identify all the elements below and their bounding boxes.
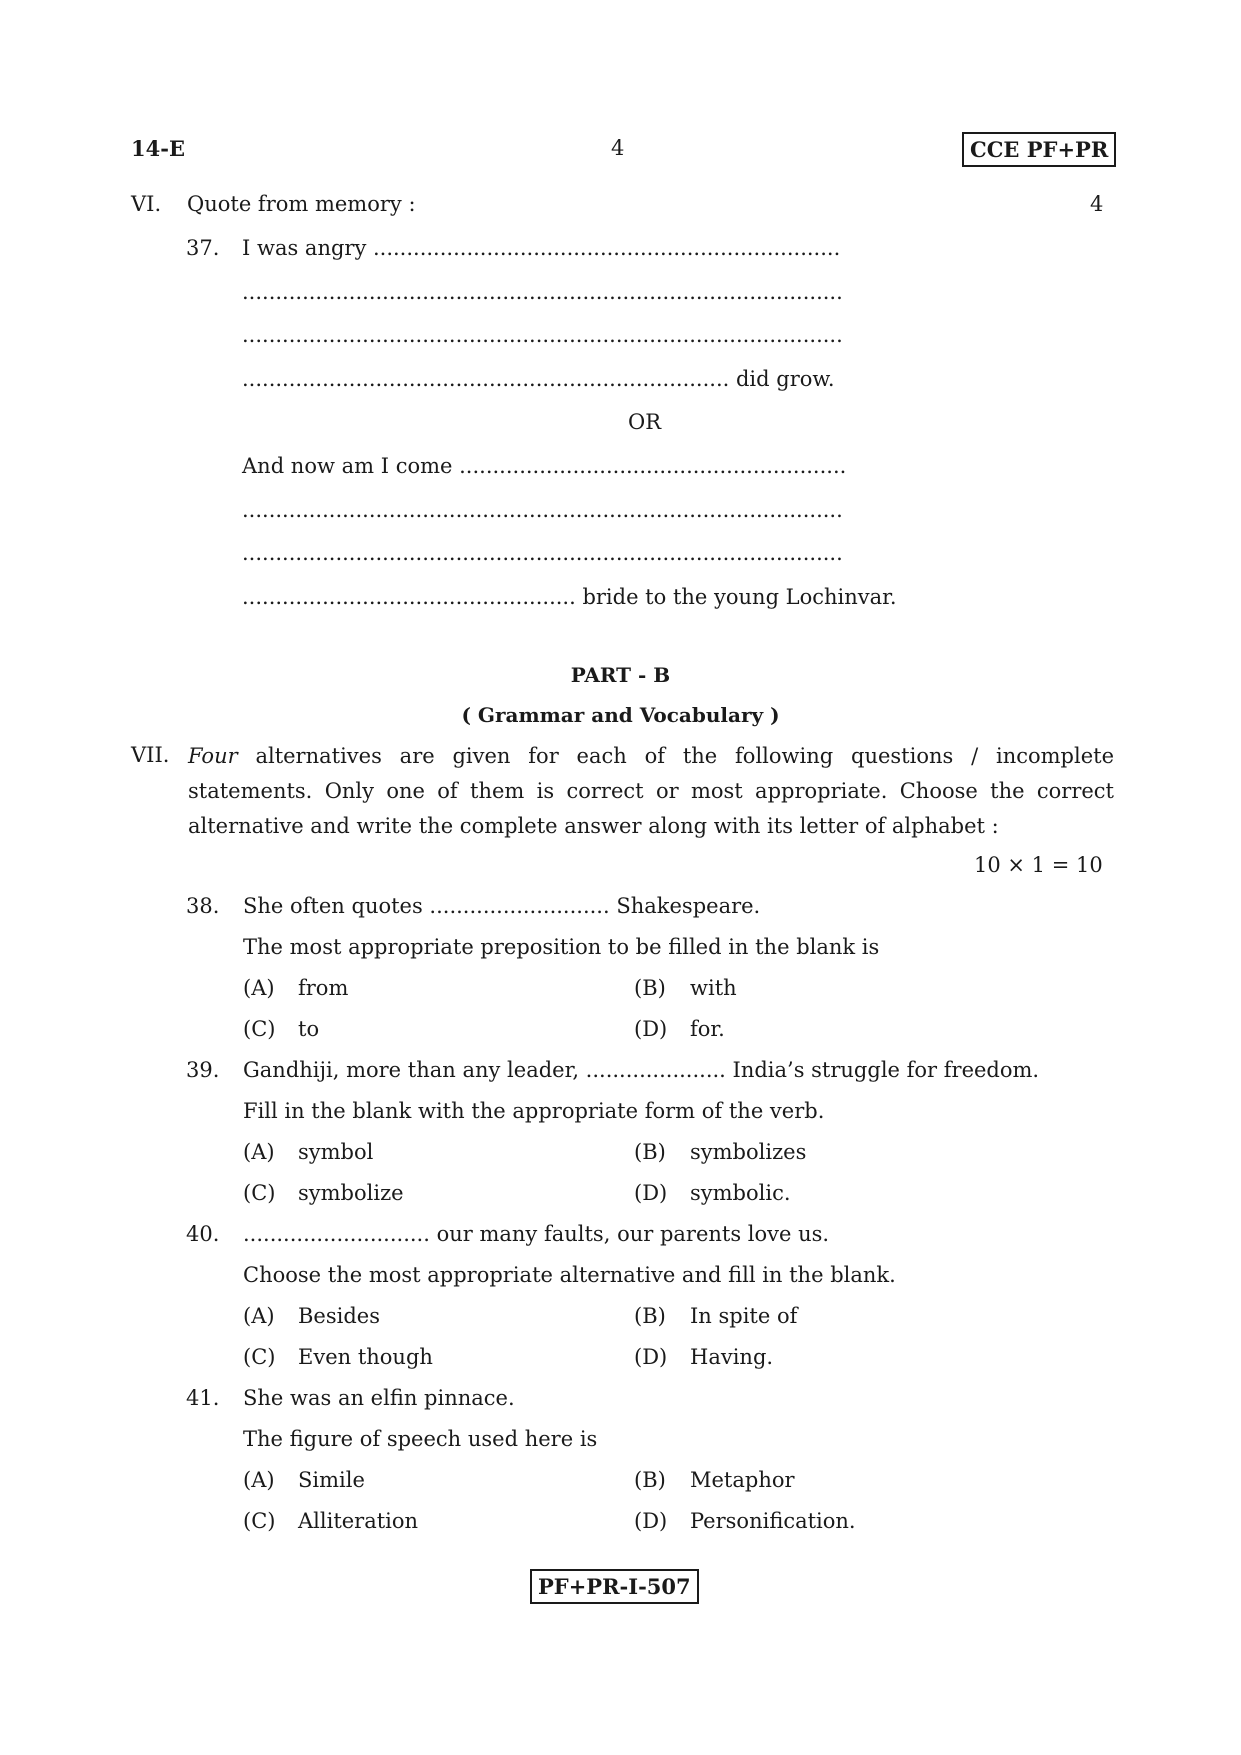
- instruction-text: alternatives are given for each of the following questions / incomplete statements. Only one of them is correct or most appropriate. Choose the correct alternative and write the complete answer along with its letter of alphabet :: [188, 744, 1114, 838]
- section-vi-numeral: VI.: [131, 192, 162, 216]
- option-letter: (B): [634, 1468, 666, 1492]
- option-text: symbolize: [298, 1181, 404, 1205]
- footer-code-box: PF+PR-I-507: [530, 1569, 699, 1604]
- page-number: 4: [611, 136, 625, 160]
- section-vii-marks: 10 × 1 = 10: [974, 853, 1103, 877]
- poem2-line-4: .................................................. bride to the young Lochinvar.: [242, 585, 897, 609]
- option-text: with: [690, 976, 737, 1000]
- option-text: symbolic.: [690, 1181, 791, 1205]
- question-40-number: 40.: [186, 1222, 220, 1246]
- poem1-line-2: ..........................................................................................: [242, 280, 843, 304]
- section-vii-instruction: [188, 739, 1114, 844]
- option-letter: (D): [634, 1509, 668, 1533]
- option-letter: (D): [634, 1181, 668, 1205]
- option-letter: (A): [243, 976, 275, 1000]
- option-text: symbolizes: [690, 1140, 807, 1164]
- section-vii-numeral: VII.: [131, 743, 170, 767]
- option-text: Personification.: [690, 1509, 856, 1533]
- option-letter: (C): [243, 1017, 276, 1041]
- section-vi-marks: 4: [1090, 192, 1104, 216]
- question-38-stem: She often quotes ........................... Shakespeare.: [243, 894, 761, 918]
- option-letter: (B): [634, 1140, 666, 1164]
- option-text: Alliteration: [298, 1509, 419, 1533]
- option-letter: (A): [243, 1304, 275, 1328]
- option-text: from: [298, 976, 349, 1000]
- option-letter: (C): [243, 1181, 276, 1205]
- poem1-line-3: ..........................................................................................: [242, 323, 843, 347]
- option-letter: (C): [243, 1345, 276, 1369]
- option-text: symbol: [298, 1140, 374, 1164]
- option-text: Having.: [690, 1345, 774, 1369]
- option-text: Metaphor: [690, 1468, 795, 1492]
- instruction-emphasis: Four: [188, 744, 238, 768]
- option-letter: (D): [634, 1017, 668, 1041]
- option-letter: (D): [634, 1345, 668, 1369]
- option-text: for.: [690, 1017, 725, 1041]
- question-40-prompt: Choose the most appropriate alternative and fill in the blank.: [243, 1263, 896, 1287]
- part-b-title: PART - B: [570, 663, 671, 687]
- poem2-line-1: And now am I come ..........................................................: [242, 454, 847, 478]
- question-41-number: 41.: [186, 1386, 220, 1410]
- option-letter: (C): [243, 1509, 276, 1533]
- option-text: In spite of: [690, 1304, 798, 1328]
- poem1-line-4: ......................................................................... did grow.: [242, 367, 835, 391]
- option-letter: (B): [634, 976, 666, 1000]
- option-letter: (A): [243, 1468, 275, 1492]
- poem2-line-2: ..........................................................................................: [242, 498, 843, 522]
- question-40-stem: ............................ our many faults, our parents love us.: [243, 1222, 830, 1246]
- option-letter: (B): [634, 1304, 666, 1328]
- section-vi-instruction: Quote from memory :: [187, 192, 416, 216]
- question-37-number: 37.: [186, 236, 220, 260]
- question-39-number: 39.: [186, 1058, 220, 1082]
- poem1-line-1: I was angry ......................................................................: [242, 236, 841, 260]
- question-41-stem: She was an elfin pinnace.: [243, 1386, 515, 1410]
- or-separator: OR: [628, 410, 662, 434]
- option-text: Even though: [298, 1345, 433, 1369]
- question-41-prompt: The figure of speech used here is: [243, 1427, 598, 1451]
- exam-code-box: CCE PF+PR: [962, 132, 1116, 167]
- poem2-line-3: ..........................................................................................: [242, 541, 843, 565]
- option-text: Besides: [298, 1304, 381, 1328]
- option-text: to: [298, 1017, 320, 1041]
- part-b-subtitle: ( Grammar and Vocabulary ): [461, 703, 780, 727]
- question-38-prompt: The most appropriate preposition to be filled in the blank is: [243, 935, 880, 959]
- option-letter: (A): [243, 1140, 275, 1164]
- option-text: Simile: [298, 1468, 365, 1492]
- question-38-number: 38.: [186, 894, 220, 918]
- paper-code: 14-E: [131, 136, 185, 161]
- question-39-stem: Gandhiji, more than any leader, ..................... India’s struggle for freedom.: [243, 1058, 1040, 1082]
- question-39-prompt: Fill in the blank with the appropriate form of the verb.: [243, 1099, 825, 1123]
